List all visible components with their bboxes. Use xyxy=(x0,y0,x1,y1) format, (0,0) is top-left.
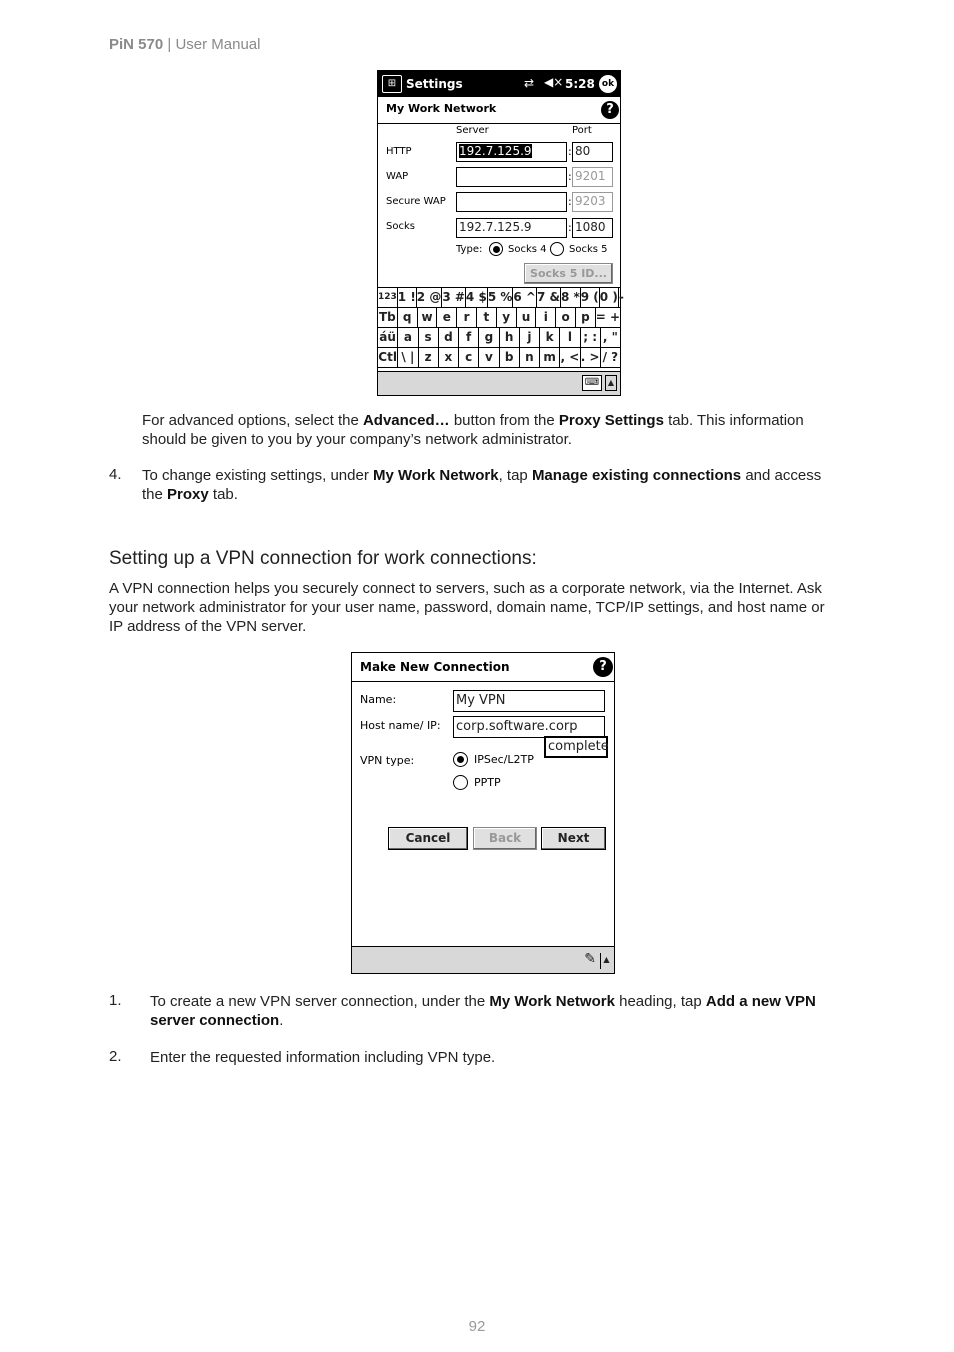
key-k[interactable]: k xyxy=(540,328,560,347)
port-colon: : xyxy=(568,170,572,183)
socks4-label: Socks 4 xyxy=(508,244,547,255)
key-r[interactable]: r xyxy=(457,308,477,327)
port-colon: : xyxy=(568,195,572,208)
key-minus[interactable]: - xyxy=(618,290,624,304)
keyboard-row-home-letters xyxy=(378,328,620,348)
key-7[interactable]: 7 & xyxy=(537,288,561,307)
text-run: button from the xyxy=(449,412,559,429)
dialog-title: Make New Connection xyxy=(360,660,510,674)
key-c[interactable]: c xyxy=(459,348,479,367)
keyboard-row-bottom-letters xyxy=(378,348,620,368)
ipsec-radio[interactable] xyxy=(453,752,468,767)
vpn-intro-paragraph xyxy=(109,579,869,636)
key-f[interactable]: f xyxy=(459,328,479,347)
autocomplete-suggestion[interactable]: complete xyxy=(544,736,608,758)
text-run: For advanced options, select the xyxy=(142,412,363,429)
socks5-label: Socks 5 xyxy=(569,244,608,255)
manual-title: User Manual xyxy=(175,36,261,53)
my-work-network-term: My Work Network xyxy=(489,993,615,1010)
key-123[interactable]: 123 xyxy=(378,288,398,307)
key-5[interactable]: 5 % xyxy=(488,288,514,307)
cancel-button[interactable]: Cancel xyxy=(388,827,468,850)
key-t[interactable]: t xyxy=(477,308,497,327)
name-field[interactable]: My VPN xyxy=(453,690,605,712)
proxy-settings-screenshot xyxy=(377,70,624,396)
text-run: To create a new VPN server connection, under the xyxy=(150,993,490,1010)
step-4-text xyxy=(142,466,862,504)
key-a[interactable]: a xyxy=(398,328,418,347)
key-s[interactable]: s xyxy=(419,328,439,347)
key-3[interactable]: 3 # xyxy=(442,288,466,307)
key-semicolon[interactable]: ; : xyxy=(581,328,601,347)
section-heading: Setting up a VPN connection for work connections: xyxy=(109,548,537,569)
keyboard-icon[interactable]: ⌨ xyxy=(582,375,602,391)
port-colon: : xyxy=(568,221,572,234)
network-subtitle: My Work Network xyxy=(386,102,497,115)
key-6[interactable]: 6 ^ xyxy=(513,288,537,307)
key-ctrl[interactable]: Ctl xyxy=(378,348,398,367)
key-b[interactable]: b xyxy=(500,348,520,367)
name-label: Name: xyxy=(360,693,397,706)
key-g[interactable]: g xyxy=(479,328,499,347)
key-m[interactable]: m xyxy=(540,348,560,367)
subtitle-divider xyxy=(378,123,620,124)
proxy-settings-term: Proxy Settings xyxy=(558,412,664,429)
back-button[interactable]: Back xyxy=(473,827,537,850)
key-h[interactable]: h xyxy=(500,328,520,347)
socks-server-field[interactable]: 192.7.125.9 xyxy=(456,218,567,238)
page-number: 92 xyxy=(468,1318,486,1335)
key-j[interactable]: j xyxy=(520,328,540,347)
next-button[interactable]: Next xyxy=(541,827,606,850)
key-q[interactable]: q xyxy=(398,308,418,327)
windows-start-icon[interactable]: ⊞ xyxy=(382,75,402,93)
text-run: tab. xyxy=(208,486,238,503)
text-run: , tap xyxy=(498,467,532,484)
key-x[interactable]: x xyxy=(439,348,459,367)
key-e[interactable]: e xyxy=(437,308,457,327)
wap-port-field[interactable]: 9201 xyxy=(572,167,613,187)
secure-wap-label: Secure WAP xyxy=(386,196,446,207)
menu-bar xyxy=(378,371,620,395)
socks-label: Socks xyxy=(386,221,415,232)
key-accents[interactable]: áü xyxy=(378,328,398,347)
key-o[interactable]: o xyxy=(556,308,576,327)
step-2-text: Enter the requested information including VPN type. xyxy=(150,1049,496,1066)
product-name: PiN 570 xyxy=(109,36,164,53)
key-l[interactable]: l xyxy=(560,328,580,347)
running-header xyxy=(109,36,260,53)
manage-connections-term: Manage existing connections xyxy=(531,467,742,484)
key-4[interactable]: 4 $ xyxy=(466,288,488,307)
key-y[interactable]: y xyxy=(497,308,517,327)
volume-icon[interactable]: ◀× xyxy=(544,75,564,89)
secure-wap-server-field[interactable] xyxy=(456,192,567,212)
text-run: and access xyxy=(741,467,822,484)
clock[interactable]: 5:28 xyxy=(565,77,595,91)
http-server-field[interactable]: 192.7.125.9 xyxy=(456,142,567,162)
pptp-label: PPTP xyxy=(474,776,501,789)
wap-label: WAP xyxy=(386,171,409,182)
vpn-type-label: VPN type: xyxy=(360,754,415,767)
title-bar xyxy=(378,71,620,97)
key-equals[interactable]: = + xyxy=(595,310,621,324)
input-panel-arrow-icon[interactable]: ▲ xyxy=(600,953,612,969)
key-i[interactable]: i xyxy=(536,308,556,327)
socks5-id-button[interactable]: Socks 5 ID... xyxy=(524,263,613,284)
socks4-radio[interactable] xyxy=(489,242,503,256)
key-v[interactable]: v xyxy=(479,348,499,367)
add-vpn-term-continued: server connection xyxy=(150,1012,280,1029)
key-backslash[interactable]: \ | xyxy=(398,348,418,367)
header-separator: | xyxy=(163,36,176,53)
text-run: tab. This information xyxy=(663,412,804,429)
key-tab[interactable]: Tb xyxy=(378,308,398,327)
server-column-header: Server xyxy=(456,125,489,136)
port-colon: : xyxy=(568,145,572,158)
step-1-number: 1. xyxy=(109,992,122,1009)
add-vpn-term: Add a new VPN xyxy=(705,993,816,1010)
text-run: IP address of the VPN server. xyxy=(109,618,307,635)
http-label: HTTP xyxy=(386,146,412,157)
key-p[interactable]: p xyxy=(576,308,596,327)
key-slash[interactable]: / ? xyxy=(602,350,619,364)
input-panel-arrow-icon[interactable]: ▲ xyxy=(605,375,617,391)
help-icon[interactable]: ? xyxy=(601,101,619,119)
proxy-term: Proxy xyxy=(167,486,209,503)
key-n[interactable]: n xyxy=(520,348,540,367)
text-run: should be given to you by your company’s network administrator. xyxy=(142,431,572,448)
help-icon[interactable]: ? xyxy=(593,657,613,677)
advanced-options-paragraph xyxy=(142,411,862,449)
text-run: . xyxy=(279,1012,284,1029)
socks5-radio[interactable] xyxy=(550,242,564,256)
vpn-connection-screenshot xyxy=(351,652,615,974)
pen-input-icon[interactable]: ✎ xyxy=(584,951,596,967)
key-w[interactable]: w xyxy=(418,308,438,327)
text-run: A VPN connection helps you securely connect to servers, such as a corporate network, via the Internet. Ask xyxy=(109,580,822,597)
menu-bar xyxy=(352,946,614,973)
ipsec-label: IPSec/L2TP xyxy=(474,753,534,766)
text-run: your network administrator for your user name, password, domain name, TCP/IP settings, and host name or xyxy=(109,599,825,616)
key-d[interactable]: d xyxy=(439,328,459,347)
key-z[interactable]: z xyxy=(419,348,439,367)
host-field[interactable]: corp.software.corp xyxy=(453,716,605,738)
advanced-term: Advanced… xyxy=(362,412,450,429)
text-run: heading, tap xyxy=(614,993,706,1010)
key-2[interactable]: 2 @ xyxy=(417,288,443,307)
key-0[interactable]: 0 ) xyxy=(600,288,619,307)
socks-port-field[interactable]: 1080 xyxy=(572,218,613,238)
title-divider xyxy=(352,681,614,682)
ok-button[interactable]: ok xyxy=(599,75,617,93)
port-column-header: Port xyxy=(572,125,592,136)
connectivity-icon[interactable]: ⇄ xyxy=(524,76,535,90)
text-run: the xyxy=(142,486,168,503)
key-quote[interactable]: , " xyxy=(602,330,618,344)
key-comma[interactable]: , < xyxy=(560,348,580,367)
step-1-text xyxy=(150,992,862,1030)
step-2-number: 2. xyxy=(109,1048,122,1065)
host-label: Host name/ IP: xyxy=(360,719,441,732)
title-text: Settings xyxy=(406,77,463,91)
key-period[interactable]: . > xyxy=(581,348,601,367)
key-u[interactable]: u xyxy=(517,308,537,327)
key-9[interactable]: 9 ( xyxy=(581,288,600,307)
secure-wap-port-field[interactable]: 9203 xyxy=(572,192,613,212)
keyboard-row-top-letters xyxy=(378,308,620,328)
step-4-number: 4. xyxy=(109,466,122,483)
soft-keyboard xyxy=(378,287,624,368)
pptp-radio[interactable] xyxy=(453,775,468,790)
http-port-field[interactable]: 80 xyxy=(572,142,613,162)
key-1[interactable]: 1 ! xyxy=(398,288,417,307)
key-8[interactable]: 8 * xyxy=(561,288,581,307)
type-label: Type: xyxy=(456,244,483,255)
keyboard-row-numbers xyxy=(378,288,624,308)
my-work-network-term: My Work Network xyxy=(372,467,499,484)
wap-server-field[interactable] xyxy=(456,167,567,187)
text-run: To change existing settings, under xyxy=(142,467,373,484)
